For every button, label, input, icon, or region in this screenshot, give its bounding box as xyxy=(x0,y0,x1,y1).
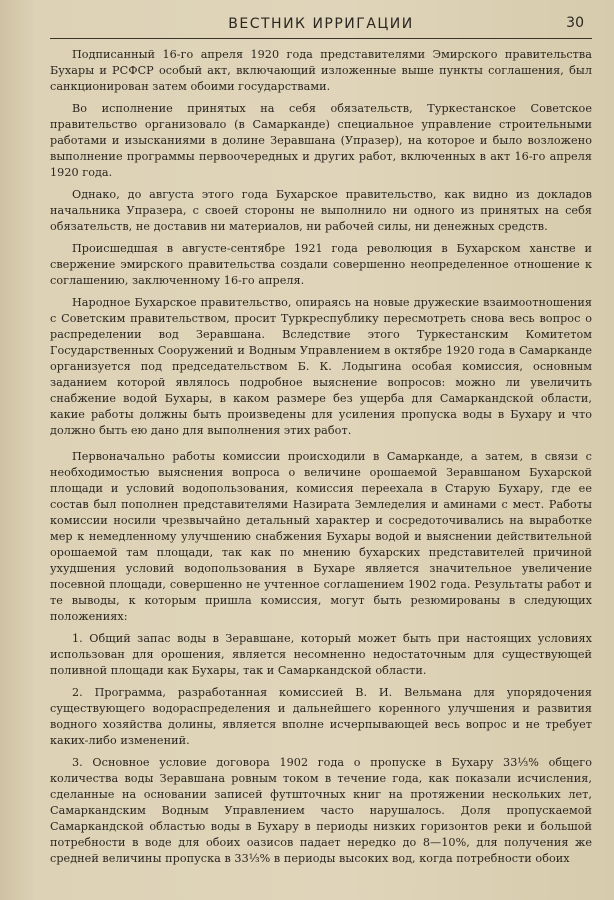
paragraph-4: Происшедшая в августе-сентябре 1921 года революция в Бухарском ханстве и свержение эмирского правительства создали совершенно неопределенное отношение к соглашению, заключенному 16-го апреля. xyxy=(50,242,592,287)
paragraph-3: Однако, до августа этого года Бухарское правительство, как видно из докладов начальника Упразера, с своей стороны не выполнило ни одного из принятых на себя обязательств, не доставив ни материалов, ни рабочей силы, ни денежных средств. xyxy=(50,188,592,233)
journal-title: ВЕСТНИК ИРРИГАЦИИ xyxy=(228,16,414,32)
list-item-2: 2. Программа, разработанная комиссией В. И. Вельмана для упорядочения существующего водораспределения и дальнейшего коренного улучшения и развития водного хозяйства долины, является вполне исчерпывающей весь вопрос и не требует каких-либо изменений. xyxy=(50,686,592,747)
list-item-1: 1. Общий запас воды в Зеравшане, который может быть при настоящих условиях использован для орошения, является несомненно недостаточным для существующей поливной площади как Бухары, так и Самаркандской области. xyxy=(50,632,592,677)
paragraph-5: Народное Бухарское правительство, опираясь на новые дружеские взаимоотношения с Советским правительством, просит Туркреспублику пересмотреть снова весь вопрос о распределении вод Зеравшана. Вследствие этого Туркестанским Комитетом Государственных Сооружений и Водным Управлением в октябре 1920 года в Самарканде организуется под председательством Б. К. Лодыгина особая комиссия, основным заданием которой являлось подробное выяснение вопросов: можно ли увеличить снабжение водой Бухары, в каком размере без ущерба для Самаркандской области, какие работы должны быть произведены для усиления пропуска воды в Бухару и что должно быть ею дано для выполнения этих работ. xyxy=(50,296,592,437)
page-header xyxy=(50,12,592,39)
paragraph-1: Подписанный 16-го апреля 1920 года представителями Эмирского правительства Бухары и РСФСР особый акт, включающий изложенные выше пункты соглашения, был санкционирован затем обоими государствами. xyxy=(50,48,592,93)
paragraph-2: Во исполнение принятых на себя обязательств, Туркестанское Советское правительство организовало (в Самарканде) специальное управление строительными работами и изысканиями в долине Зеравшана (Упразер), на которое и было возложено выполнение программы первоочередных и других работ, включенных в акт 16-го апреля 1920 года. xyxy=(50,102,592,179)
page-number: 30 xyxy=(566,15,584,31)
paragraph-6: Первоначально работы комиссии происходили в Самарканде, а затем, в связи с необходимостью выяснения вопроса о величине орошаемой Зеравшаном Бухарской площади и условий водопользования, комиссия переехала в Старую Бухару, где ее состав был пополнен представителями Назирата Земледелия и аминами с мест. Работы комиссии носили чрезвычайно детальный характер и сосредоточивались на выработке мер к немедленному улучшению снабжения Бухары водой и выяснении действительной орошаемой там площади, так как по мнению бухарских представителей причиной ухудшения условий водопользования в Бухаре является значительное увеличение посевной площади, совершенно не учтенное соглашением 1902 года. Результаты работ и те выводы, к которым пришла комиссия, могут быть резюмированы в следующих положениях: xyxy=(50,450,592,623)
list-item-3: 3. Основное условие договора 1902 года о пропуске в Бухару 33⅓% общего количества воды Зеравшана ровным током в течение года, как показали исчисления, сделанные на основании записей футшточных книг на протяжении нескольких лет, Самаркандским Водным Управлением часто нарушалось. Доля пропускаемой Самаркандской областью воды в Бухару в периоды низких горизонтов реки и большой потребности в воде для обоих оазисов падает нередко до 8—10%, для получения же средней величины пропуска в 33⅓% в периоды высоких вод, когда потребности обоих xyxy=(50,756,592,865)
